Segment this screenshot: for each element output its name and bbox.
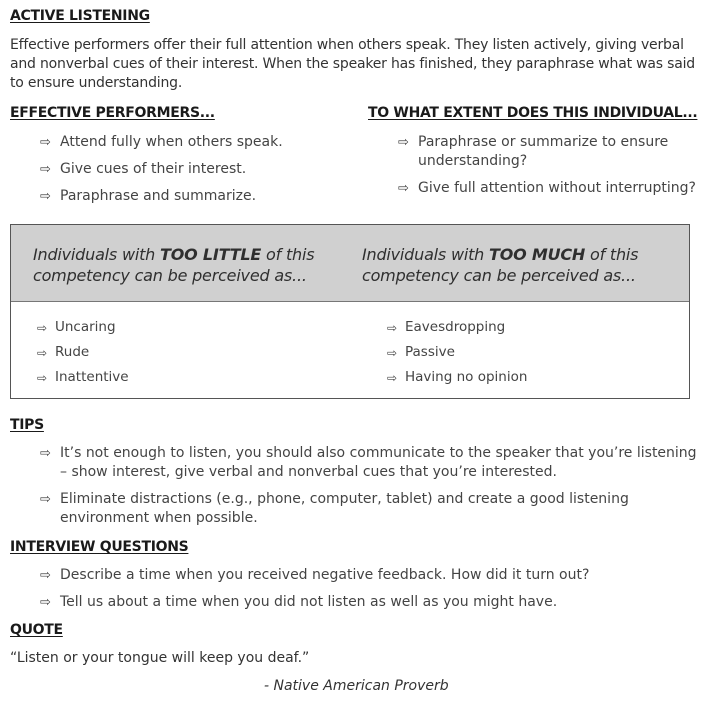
too-much-list [387,315,677,390]
outline-right-arrow-icon [40,444,51,463]
outline-right-arrow-icon [398,179,409,198]
outline-right-arrow-icon [40,133,51,152]
list-item: ⇨ Eliminate distractions (e.g., phone, computer, tablet) and create a good listening environment when possible. [40,490,700,528]
outline-right-arrow-icon [40,160,51,179]
list-item: ⇨ Tell us about a time when you did not listen as well as you might have. [40,593,700,612]
quote-attribution: - Native American Proverb [264,678,449,694]
list-item: ⇨ Give cues of their interest. [40,160,350,179]
outline-right-arrow-icon [40,490,51,509]
list-item: ⇨ Passive [387,340,677,365]
outline-right-arrow-icon [387,316,397,341]
interview-questions-list [40,566,700,612]
list-item: ⇨ Paraphrase or summarize to ensure understanding? [398,133,706,171]
list-item: ⇨ Attend fully when others speak. [40,133,350,152]
list-item: ⇨ Having no opinion [387,365,677,390]
to-what-extent-list [398,133,706,198]
list-item: ⇨ Eavesdropping [387,315,677,340]
competency-box [10,224,690,399]
list-item: ⇨ Rude [37,340,337,365]
tips-list [40,444,700,528]
too-much-header: Individuals with TOO MUCH of this competency can be perceived as... [362,245,639,285]
quote-heading: QUOTE [10,622,63,638]
to-what-extent-heading: TO WHAT EXTENT DOES THIS INDIVIDUAL... [368,105,698,121]
outline-right-arrow-icon [387,366,397,391]
outline-right-arrow-icon [387,341,397,366]
too-little-header: Individuals with TOO LITTLE of this competency can be perceived as... [33,245,315,285]
quote-text: “Listen or your tongue will keep you deaf.” [10,650,310,666]
outline-right-arrow-icon [37,366,47,391]
list-item: ⇨ Paraphrase and summarize. [40,187,350,206]
outline-right-arrow-icon [40,566,51,585]
list-item: ⇨ Uncaring [37,315,337,340]
outline-right-arrow-icon [398,133,409,152]
outline-right-arrow-icon [40,187,51,206]
outline-right-arrow-icon [37,341,47,366]
list-item: ⇨ Inattentive [37,365,337,390]
competency-box-header [11,225,689,302]
effective-performers-list [40,133,350,206]
list-item: ⇨ Give full attention without interrupting? [398,179,706,198]
outline-right-arrow-icon [37,316,47,341]
tips-heading: TIPS [10,417,44,433]
outline-right-arrow-icon [40,593,51,612]
list-item: ⇨ It’s not enough to listen, you should also communicate to the speaker that you’re listening – show interest, give verbal and nonverbal cues that you’re interested. [40,444,700,482]
active-listening-description: Effective performers offer their full attention when others speak. They listen actively, giving verbal and nonverbal cues of their interest. When the speaker has finished, they paraphrase what was said to ensure understanding. [10,37,695,91]
effective-performers-heading: EFFECTIVE PERFORMERS... [10,105,215,121]
active-listening-heading: ACTIVE LISTENING [10,8,150,24]
interview-questions-heading: INTERVIEW QUESTIONS [10,539,189,555]
list-item: ⇨ Describe a time when you received negative feedback. How did it turn out? [40,566,700,585]
too-little-list [37,315,337,390]
